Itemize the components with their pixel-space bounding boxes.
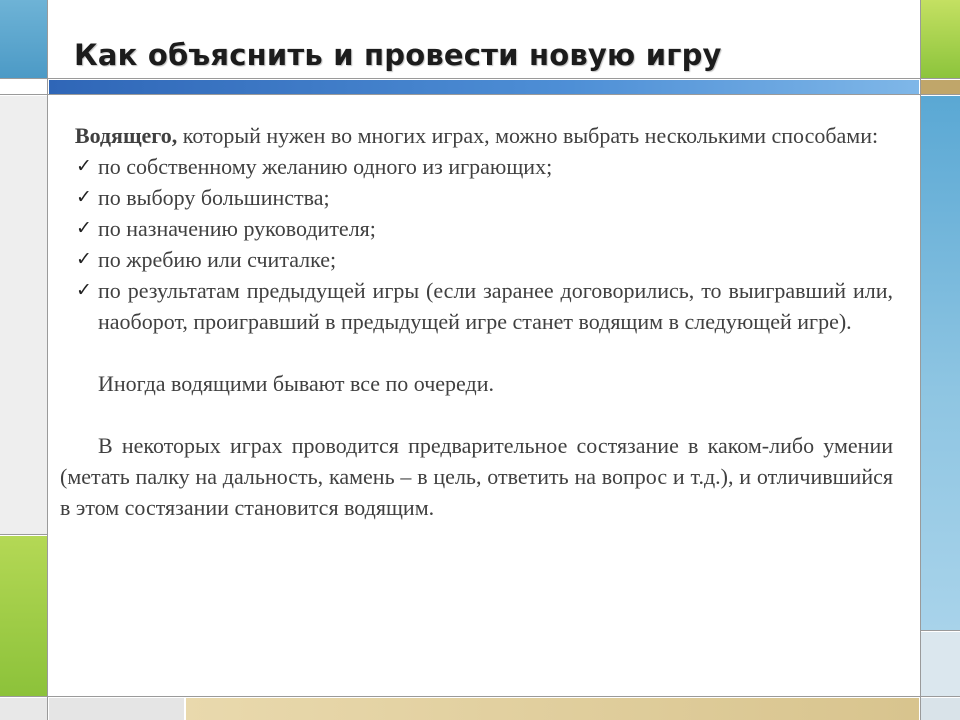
right-light-block (921, 632, 960, 696)
right-gold-block (921, 80, 960, 94)
spacer (60, 337, 893, 368)
methods-list (60, 151, 893, 337)
paragraph-turns: Иногда водящими бывают все по очереди. (98, 371, 494, 396)
right-top-green-block (921, 0, 960, 78)
frame-line (47, 0, 48, 720)
right-footer-block (921, 698, 960, 720)
slide-title: Как объяснить и провести новую игру (74, 38, 722, 72)
frame-line (0, 696, 960, 697)
frame-line (920, 630, 960, 631)
sparkle-logo-icon (838, 4, 912, 78)
list-item: ✓ по жребию или считалке; (98, 244, 893, 275)
intro-paragraph (60, 120, 893, 151)
footer-gray-block (49, 698, 184, 720)
right-blue-block (921, 96, 960, 630)
frame-line (0, 94, 960, 95)
list-item: ✓ по результатам предыдущей игры (если заранее договорились, то выигравший или, наоборот, проигравший в предыдущей игре станет водящим в следующей игре). (98, 275, 893, 337)
spacer (60, 399, 893, 430)
left-footer-block (0, 698, 47, 720)
list-item: ✓ по собственному желанию одного из играющих; (98, 151, 893, 182)
left-green-block (0, 536, 47, 696)
paragraph-contest: В некоторых играх проводится предварительное состязание в каком-либо умении (метать палку на дальность, камень – в цель, ответить на вопрос и т.д.), и отличившийся в этом состязании становится водящим. (60, 433, 893, 520)
frame-line (920, 0, 921, 720)
left-gray-block (0, 96, 47, 534)
intro-bold-word: Водящего, (74, 123, 178, 148)
title-underline-bar (49, 80, 919, 94)
slide-body (60, 120, 893, 523)
frame-line (0, 78, 960, 79)
list-item: ✓ по выбору большинства; (98, 182, 893, 213)
list-item: ✓ по назначению руководителя; (98, 213, 893, 244)
frame-line (0, 534, 48, 535)
footer-gold-block (186, 698, 919, 720)
intro-rest: который нужен во многих играх, можно выбрать несколькими способами: (177, 123, 879, 148)
left-top-blue-block (0, 0, 47, 78)
